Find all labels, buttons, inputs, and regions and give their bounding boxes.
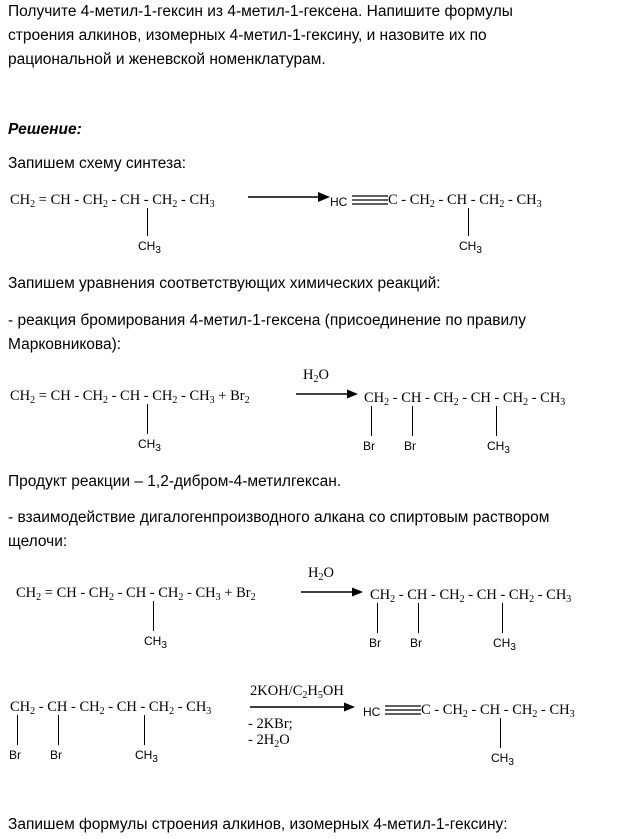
final-intro: Запишем формулы строения алкинов, изомерных 4-метил-1-гексину: <box>8 816 508 833</box>
bond-line <box>147 208 148 236</box>
methyl-group: $CH_3$ <box>138 437 161 454</box>
triple-bond <box>385 703 421 717</box>
triple-bond <box>352 193 388 207</box>
task-line-2: строения алкинов, изомерных 4-метил-1-гексину, и назовите их по <box>8 27 487 44</box>
alkyne-hc: HC <box>330 195 348 209</box>
bond-line <box>58 715 59 745</box>
methyl-group: $CH_3$ <box>138 239 161 256</box>
methyl-group: $CH_3$ <box>491 751 514 768</box>
water-byproduct: - $2H_2O$ <box>248 732 290 750</box>
bond-line <box>144 715 145 745</box>
dibromo-formula: $CH_2$ - CH - $CH_2$ - CH - $CH_2 - CH_3$ <box>370 587 572 605</box>
bromine-atom: Br <box>410 636 422 650</box>
water-condition: $H_2O$ <box>303 367 329 385</box>
bond-line <box>153 601 154 631</box>
methyl-group: $CH_3$ <box>487 439 510 456</box>
step1-line-2: Марковникова): <box>8 336 122 353</box>
reaction-arrow <box>248 190 330 204</box>
step2-line-1: - взаимодействие дигалогенпроизводного алкана со спиртовым раствором <box>8 509 550 526</box>
alkene-formula: $CH_2$ = CH - $CH_2$ - CH - $CH_2 - CH_3 + Br_2$ <box>16 585 256 603</box>
alkyne-hc: HC <box>363 705 381 719</box>
methyl-group: $CH_3$ <box>459 239 482 256</box>
bond-line <box>377 603 378 633</box>
bromine-atom: Br <box>369 636 381 650</box>
product-text: Продукт реакции – 1,2-дибром-4-метилгексан. <box>8 473 342 490</box>
bromine-atom: Br <box>50 748 62 762</box>
alkyne-formula: C - $CH_2$ - CH - $CH_2 - CH_3$ <box>421 702 575 720</box>
step1-line-1: - реакция бромирования 4-метил-1-гексена (присоединение по правилу <box>8 312 526 329</box>
bond-line <box>496 406 497 436</box>
bond-line <box>502 603 503 633</box>
reaction-arrow <box>296 387 358 401</box>
alkene-formula: $CH_2$ = CH - $CH_2$ - CH - $CH_2 - CH_3$ <box>10 192 215 210</box>
bond-line <box>418 603 419 633</box>
water-condition: $H_2O$ <box>308 565 334 583</box>
step2-line-2: щелочи: <box>8 533 68 550</box>
kbr-byproduct: - 2KBr; <box>248 716 293 732</box>
bond-line <box>147 404 148 434</box>
bromine-atom: Br <box>363 439 375 453</box>
dibromo-formula: $CH_2$ - CH - $CH_2$ - CH - $CH_2 - CH_3$ <box>10 699 212 717</box>
bond-line <box>500 718 501 748</box>
equations-intro: Запишем уравнения соответствующих химических реакций: <box>8 275 441 292</box>
bromine-atom: Br <box>9 748 21 762</box>
bond-line <box>412 406 413 436</box>
alkyne-formula: C - $CH_2$ - CH - $CH_2 - CH_3$ <box>388 192 542 210</box>
synthesis-intro: Запишем схему синтеза: <box>8 155 187 172</box>
methyl-group: $CH_3$ <box>144 634 167 651</box>
reaction-arrow <box>301 585 363 599</box>
solution-heading: Решение: <box>8 121 82 138</box>
bond-line <box>371 406 372 436</box>
koh-condition: $2KOH/C_2H_5OH$ <box>250 683 344 701</box>
task-line-1: Получите 4-метил-1-гексин из 4-метил-1-гексена. Напишите формулы <box>8 3 513 20</box>
dibromo-formula: $CH_2$ - CH - $CH_2$ - CH - $CH_2 - CH_3$ <box>364 390 566 408</box>
task-line-3: рациональной и женевской номенклатурам. <box>8 51 326 68</box>
methyl-group: $CH_3$ <box>493 636 516 653</box>
methyl-group: $CH_3$ <box>135 748 158 765</box>
alkene-formula: $CH_2$ = CH - $CH_2$ - CH - $CH_2 - CH_3 + Br_2$ <box>10 388 250 406</box>
bromine-atom: Br <box>404 439 416 453</box>
reaction-arrow <box>250 700 355 714</box>
bond-line <box>17 715 18 745</box>
bond-line <box>468 208 469 236</box>
